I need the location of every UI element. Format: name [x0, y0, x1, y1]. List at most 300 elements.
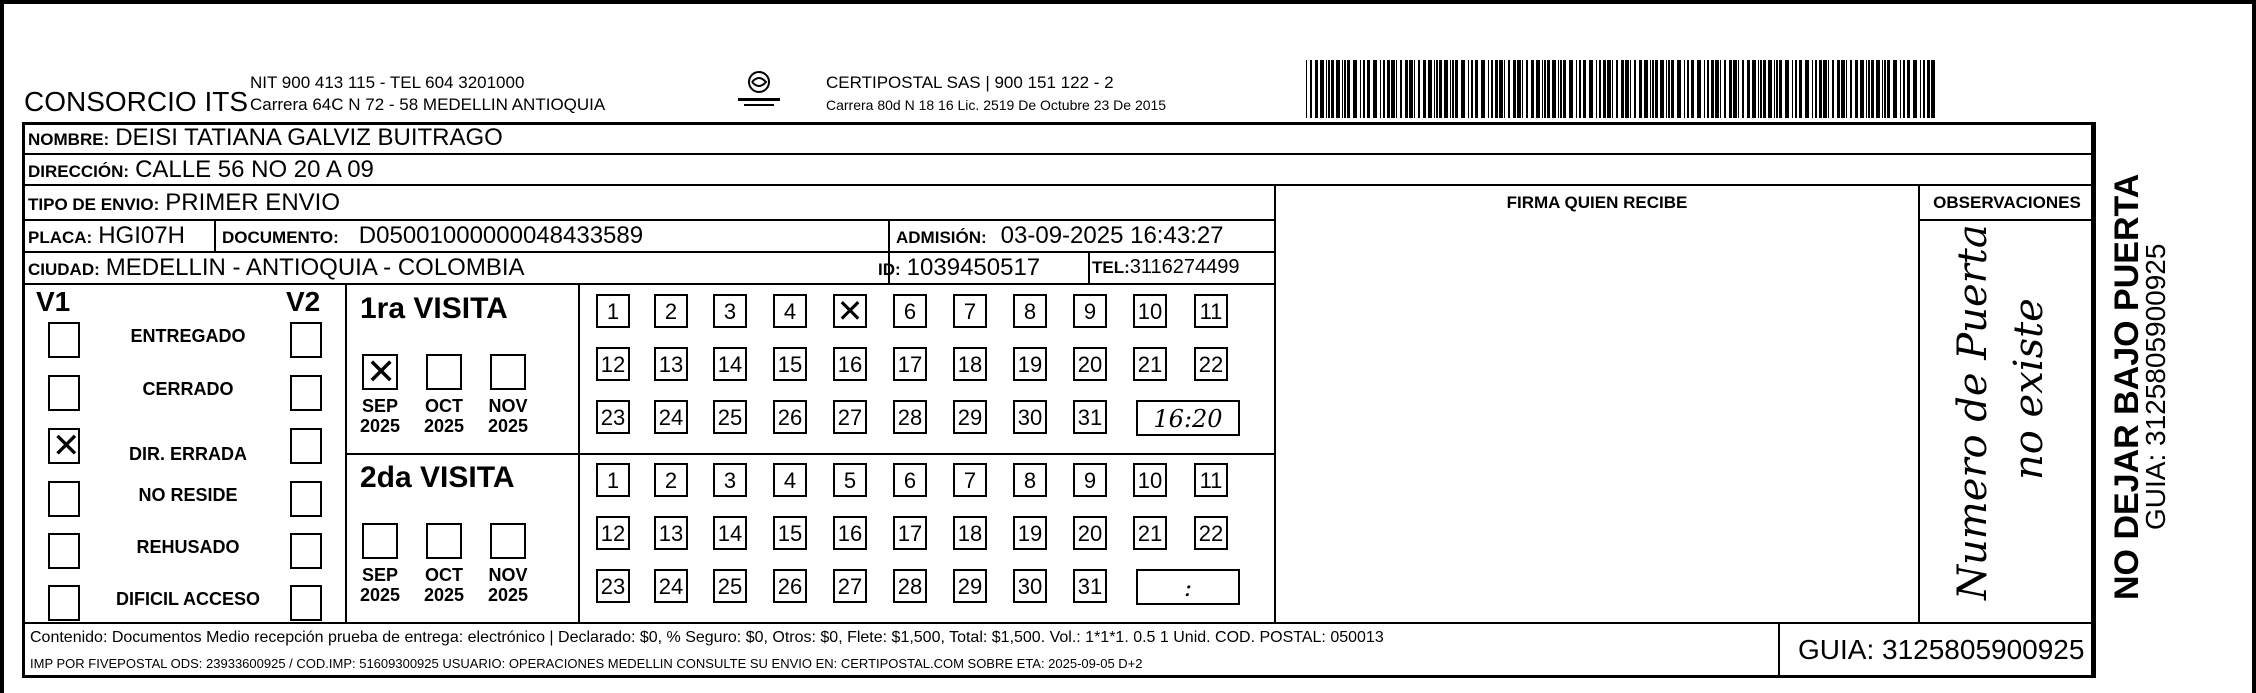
day-checkbox[interactable]: 7 — [953, 294, 987, 328]
barcode-bar — [1815, 60, 1817, 118]
direccion-label: DIRECCIÓN: — [28, 162, 130, 181]
v2-checkbox[interactable] — [290, 585, 322, 621]
day-checkbox[interactable]: 20 — [1073, 347, 1107, 381]
barcode-bar — [1414, 60, 1415, 118]
day-checkbox[interactable]: 28 — [893, 400, 927, 434]
observaciones-header: OBSERVACIONES — [1933, 193, 2081, 212]
visit-title: 2da VISITA — [360, 461, 515, 494]
barcode-bar — [1931, 60, 1935, 118]
v1-checkbox[interactable] — [48, 428, 80, 464]
day-checkbox[interactable]: 6 — [893, 463, 927, 497]
barcode-bar — [1326, 60, 1327, 118]
col-divider — [2094, 122, 2096, 678]
barcode-bar — [1677, 60, 1681, 118]
col-divider — [1274, 184, 1276, 622]
barcode-bar — [1373, 60, 1377, 118]
day-checkbox[interactable]: 16 — [833, 516, 867, 550]
day-checkbox[interactable]: 5 — [833, 463, 867, 497]
barcode-bar — [1423, 60, 1426, 118]
barcode-bar — [1697, 60, 1701, 118]
placa-value: HGI07H — [98, 222, 185, 249]
day-checkbox[interactable]: 3 — [713, 463, 747, 497]
documento-label: DOCUMENTO: — [222, 228, 339, 247]
col-divider — [1088, 251, 1090, 283]
day-checkbox[interactable]: 26 — [773, 569, 807, 603]
barcode-bar — [1711, 60, 1714, 118]
barcode-bar — [1792, 60, 1793, 118]
barcode-bar — [1603, 60, 1606, 118]
admision-label: ADMISIÓN: — [896, 228, 987, 247]
direccion-value: CALLE 56 NO 20 A 09 — [135, 156, 374, 183]
day-checkbox[interactable]: 21 — [1133, 516, 1167, 550]
status-label: ENTREGADO — [130, 326, 246, 346]
v2-checkbox[interactable] — [290, 375, 322, 411]
visit-title: 1ra VISITA — [360, 292, 508, 325]
day-checkbox[interactable]: 15 — [773, 516, 807, 550]
day-checkbox[interactable]: 20 — [1073, 516, 1107, 550]
barcode-bar — [1828, 60, 1829, 118]
tel-row — [1092, 256, 1240, 279]
day-checkbox[interactable]: 26 — [773, 400, 807, 434]
barcode-bar — [1625, 60, 1629, 118]
barcode-bar — [1900, 60, 1901, 118]
id-label: ID: — [878, 260, 901, 279]
barcode-bar — [1660, 60, 1664, 118]
v2-checkbox[interactable] — [290, 533, 322, 569]
barcode-bar — [1488, 60, 1489, 118]
day-checkbox[interactable]: 14 — [713, 347, 747, 381]
barcode-bar — [1684, 60, 1685, 118]
barcode-bar — [1866, 60, 1867, 118]
ciudad-row — [28, 254, 525, 282]
barcode-bar — [1396, 60, 1397, 118]
barcode-bar — [1729, 60, 1732, 118]
ciudad-value: MEDELLIN - ANTIOQUIA - COLOMBIA — [105, 254, 525, 281]
tel-value: 3116274499 — [1129, 256, 1240, 278]
month-year: 2025 — [423, 416, 465, 436]
visit-time[interactable]: 16:20 — [1136, 400, 1240, 436]
day-checkbox[interactable]: 13 — [654, 347, 688, 381]
month-name: OCT — [425, 565, 463, 585]
day-checkbox[interactable]: 17 — [893, 347, 927, 381]
barcode-bar — [1760, 60, 1762, 118]
month-checkbox[interactable] — [362, 523, 398, 559]
footer-contenido: Contenido: Documentos Medio recepción prueba de entrega: electrónico | Declarado: $0, % Seguro: $0, Otros: $0, Flete: $1,500, Total: $1,500. Vol.: 1*1*1. 0.5 1 Unid. COD. POSTAL: 050013 — [30, 629, 1384, 646]
footer-divider — [22, 622, 2094, 624]
barcode-bar — [1776, 60, 1778, 118]
barcode-bar — [1320, 60, 1324, 118]
day-checkbox[interactable]: 1 — [596, 463, 630, 497]
status-label: DIFICIL ACCESO — [115, 589, 260, 609]
barcode-bar — [1455, 60, 1458, 118]
day-checkbox[interactable]: 30 — [1013, 569, 1047, 603]
barcode-bar — [1468, 60, 1469, 118]
barcode-bar — [1383, 60, 1385, 118]
v2-header: V2 — [286, 286, 321, 317]
documento-value: D05001000000048433589 — [358, 222, 644, 249]
barcode-bar — [1893, 60, 1897, 118]
barcode-bar — [1579, 60, 1581, 118]
day-checkbox[interactable]: 13 — [654, 516, 688, 550]
day-checkbox[interactable]: 17 — [893, 516, 927, 550]
day-checkbox[interactable]: 25 — [713, 400, 747, 434]
barcode-bar — [1439, 60, 1442, 118]
day-checkbox[interactable]: 19 — [1013, 516, 1047, 550]
day-checkbox[interactable]: 2 — [654, 463, 688, 497]
v1-checkbox[interactable] — [48, 322, 80, 358]
month-name: OCT — [425, 396, 463, 416]
day-checkbox[interactable]: 10 — [1133, 463, 1167, 497]
barcode-bar — [1805, 60, 1809, 118]
barcode-bar — [1747, 60, 1750, 118]
id-row — [878, 254, 1040, 282]
month-label — [350, 396, 410, 436]
barcode-bar — [1758, 60, 1759, 118]
barcode-bar — [1450, 60, 1451, 118]
barcode-bar — [1630, 60, 1631, 118]
right-border — [2252, 0, 2256, 693]
v2-checkbox[interactable] — [290, 481, 322, 517]
day-checkbox[interactable]: 19 — [1013, 347, 1047, 381]
handwritten-line-2: no existe — [2006, 298, 2052, 480]
visit-time[interactable]: : — [1136, 569, 1240, 605]
day-checkbox[interactable]: 23 — [596, 400, 630, 434]
barcode-bar — [1927, 60, 1930, 118]
row-divider — [22, 184, 2094, 186]
barcode-bar — [1344, 60, 1346, 118]
barcode-bar — [1428, 60, 1432, 118]
barcode-bar — [1405, 60, 1408, 118]
barcode-bar — [1774, 60, 1775, 118]
handwritten-line-1: Numero de Puerta — [1950, 224, 1996, 600]
barcode-bar — [1542, 60, 1543, 118]
day-checkbox[interactable]: 9 — [1073, 294, 1107, 328]
day-checkbox[interactable]: 8 — [1013, 463, 1047, 497]
barcode-bar — [1707, 60, 1709, 118]
month-checkbox[interactable] — [490, 523, 526, 559]
day-checkbox[interactable]: 31 — [1073, 569, 1107, 603]
barcode-bar — [1795, 60, 1797, 118]
col-divider — [1778, 622, 1780, 678]
status-label: REHUSADO — [136, 537, 240, 557]
side-warning: NO DEJAR BAJO PUERTA — [2108, 173, 2146, 600]
barcode-bar — [1391, 60, 1395, 118]
day-checkbox[interactable]: 24 — [654, 400, 688, 434]
day-checkbox[interactable]: 4 — [773, 294, 807, 328]
barcode-bar — [1513, 60, 1516, 118]
tipo-label: TIPO DE ENVIO: — [28, 195, 160, 214]
nombre-value: DEISI TATIANA GALVIZ BUITRAGO — [115, 124, 503, 151]
day-checkbox[interactable]: 29 — [953, 569, 987, 603]
barcode-bar — [1841, 60, 1845, 118]
barcode-bar — [1799, 60, 1802, 118]
v1-checkbox[interactable] — [48, 585, 80, 621]
month-label — [350, 565, 410, 605]
barcode-bar — [1812, 60, 1813, 118]
barcode-bar — [1434, 60, 1435, 118]
barcode-bar — [1923, 60, 1925, 118]
barcode-bar — [1850, 60, 1852, 118]
footer-imp: IMP POR FIVEPOSTAL ODS: 23933600925 / COD.IMP: 51609300925 USUARIO: OPERACIONES MEDELLIN CONSULTE SU ENVIO EN: CERTIPOSTAL.COM SOBRE ETA: 2025-09-05 D+2 — [30, 656, 1143, 671]
barcode-bar — [1704, 60, 1705, 118]
barcode-bar — [1634, 60, 1636, 118]
day-checkbox[interactable]: 18 — [953, 347, 987, 381]
day-checkbox[interactable]: 11 — [1194, 294, 1228, 328]
day-checkbox[interactable]: 24 — [654, 569, 688, 603]
barcode-bar — [1876, 60, 1880, 118]
day-checkbox[interactable]: 7 — [953, 463, 987, 497]
barcode-bar — [1400, 60, 1402, 118]
placa-row — [28, 222, 185, 250]
status-label: NO RESIDE — [138, 485, 238, 505]
month-year: 2025 — [487, 416, 529, 436]
day-checkbox[interactable]: 18 — [953, 516, 987, 550]
barcode-bar — [1499, 60, 1503, 118]
barcode-bar — [1652, 60, 1654, 118]
barcode-bar — [1508, 60, 1510, 118]
v1-checkbox[interactable] — [48, 375, 80, 411]
barcode-bar — [1563, 60, 1566, 118]
barcode-bar — [1837, 60, 1840, 118]
barcode-bar — [1920, 60, 1921, 118]
day-checkbox[interactable]: 30 — [1013, 400, 1047, 434]
barcode-bar — [1868, 60, 1870, 118]
barcode-bar — [1715, 60, 1719, 118]
day-checkbox[interactable]: 6 — [893, 294, 927, 328]
barcode-bar — [1315, 60, 1318, 118]
barcode-bar — [1691, 60, 1694, 118]
barcode-bar — [1491, 60, 1493, 118]
barcode-bar — [1612, 60, 1613, 118]
row-divider — [22, 219, 1276, 221]
id-value: 1039450517 — [906, 254, 1041, 281]
v2-checkbox[interactable] — [290, 428, 322, 464]
top-border — [0, 0, 2256, 4]
day-checkbox[interactable]: 1 — [596, 294, 630, 328]
footer-guia: GUIA: 3125805900925 — [1798, 634, 2085, 665]
barcode-bar — [1387, 60, 1390, 118]
day-checkbox[interactable]: 22 — [1194, 516, 1228, 550]
firma-header: FIRMA QUIEN RECIBE — [1506, 193, 1688, 212]
barcode-bar — [1860, 60, 1864, 118]
documento-row — [222, 222, 643, 250]
barcode-bar — [1733, 60, 1737, 118]
day-checkbox[interactable] — [833, 294, 867, 328]
status-label: CERRADO — [142, 379, 234, 399]
barcode-bar — [1666, 60, 1667, 118]
barcode-bar — [1779, 60, 1782, 118]
ciudad-label: CIUDAD: — [28, 260, 100, 279]
barcode-bar — [1504, 60, 1505, 118]
day-checkbox[interactable]: 27 — [833, 569, 867, 603]
day-checkbox[interactable]: 8 — [1013, 294, 1047, 328]
day-checkbox[interactable]: 4 — [773, 463, 807, 497]
v1-checkbox[interactable] — [48, 533, 80, 569]
barcode-bar — [1331, 60, 1334, 118]
barcode-bar — [1336, 60, 1340, 118]
barcode-bar — [1380, 60, 1381, 118]
day-checkbox[interactable]: 23 — [596, 569, 630, 603]
barcode-bar — [1724, 60, 1726, 118]
barcode-bar — [1621, 60, 1624, 118]
barcode-bar — [1536, 60, 1540, 118]
direccion-row — [28, 156, 374, 184]
month-checkbox[interactable] — [426, 354, 462, 390]
left-border — [0, 0, 4, 693]
status-label: DIR. ERRADA — [128, 444, 247, 464]
col-divider — [214, 219, 216, 251]
company-info — [250, 72, 605, 116]
barcode-bar — [1306, 60, 1307, 118]
month-label — [478, 396, 538, 436]
barcode-bar — [1560, 60, 1562, 118]
barcode-bar — [1481, 60, 1485, 118]
barcode-bar — [1655, 60, 1658, 118]
barcode-bar — [1444, 60, 1448, 118]
month-checkbox[interactable] — [426, 523, 462, 559]
barcode-bar — [1616, 60, 1618, 118]
day-checkbox[interactable]: 12 — [596, 516, 630, 550]
barcode-bar — [1353, 60, 1357, 118]
nit-line: NIT 900 413 115 - TEL 604 3201000 — [250, 73, 525, 92]
barcode-bar — [1785, 60, 1789, 118]
barcode-bar — [1644, 60, 1648, 118]
side-guia: GUIA: 3125805900925 — [2140, 243, 2171, 530]
barcode-bar — [1436, 60, 1438, 118]
day-checkbox[interactable]: 29 — [953, 400, 987, 434]
day-checkbox[interactable]: 28 — [893, 569, 927, 603]
day-checkbox[interactable]: 27 — [833, 400, 867, 434]
placa-label: PLACA: — [28, 228, 93, 247]
barcode-bar — [1903, 60, 1905, 118]
month-year: 2025 — [359, 416, 401, 436]
certipostal-info — [826, 72, 1166, 116]
day-checkbox[interactable]: 9 — [1073, 463, 1107, 497]
barcode-bar — [1409, 60, 1413, 118]
barcode-bar — [1668, 60, 1670, 118]
month-label — [414, 565, 474, 605]
month-checkbox[interactable] — [490, 354, 526, 390]
day-checkbox[interactable]: 22 — [1194, 347, 1228, 381]
barcode-bar — [1907, 60, 1910, 118]
v1-header: V1 — [36, 286, 71, 317]
barcode-bar — [1310, 60, 1312, 118]
day-checkbox[interactable]: 10 — [1133, 294, 1167, 328]
row-divider — [1918, 219, 2094, 221]
v1-checkbox[interactable] — [48, 481, 80, 517]
barcode-bar — [1846, 60, 1847, 118]
barcode-bar — [1418, 60, 1420, 118]
barcode-bar — [1738, 60, 1739, 118]
nombre-label: NOMBRE: — [28, 130, 110, 149]
day-checkbox[interactable]: 2 — [654, 294, 688, 328]
day-checkbox[interactable]: 31 — [1073, 400, 1107, 434]
day-checkbox[interactable]: 12 — [596, 347, 630, 381]
barcode-bar — [1552, 60, 1556, 118]
day-checkbox[interactable]: 15 — [773, 347, 807, 381]
admision-value: 03-09-2025 16:43:27 — [1000, 222, 1224, 249]
barcode-bar — [1887, 60, 1890, 118]
company-name: CONSORCIO ITS — [24, 86, 249, 117]
month-year: 2025 — [423, 585, 465, 605]
barcode-bar — [1671, 60, 1674, 118]
barcode-bar — [1347, 60, 1350, 118]
barcode-bar — [1475, 60, 1478, 118]
day-checkbox[interactable]: 3 — [713, 294, 747, 328]
month-checkbox[interactable] — [362, 354, 398, 390]
barcode-bar — [1522, 60, 1523, 118]
barcode-bar — [1547, 60, 1550, 118]
barcode-bar — [1742, 60, 1744, 118]
day-checkbox[interactable]: 14 — [713, 516, 747, 550]
certi-sub: Carrera 80d N 18 16 Lic. 2519 De Octubre 23 De 2015 — [826, 97, 1167, 113]
col-divider — [578, 283, 580, 622]
barcode-bar — [1823, 60, 1827, 118]
barcode-bar — [1913, 60, 1917, 118]
barcode-bar — [1517, 60, 1521, 118]
month-year: 2025 — [359, 585, 401, 605]
barcode-bar — [1328, 60, 1330, 118]
barcode-bar — [1819, 60, 1822, 118]
barcode-bar — [1855, 60, 1858, 118]
address-line: Carrera 64C N 72 - 58 MEDELLIN ANTIOQUIA — [250, 95, 606, 114]
barcode-bar — [1360, 60, 1361, 118]
col-divider — [345, 283, 347, 622]
barcode-bar — [1367, 60, 1370, 118]
barcode-bar — [1752, 60, 1756, 118]
month-label — [414, 396, 474, 436]
day-checkbox[interactable]: 21 — [1133, 347, 1167, 381]
admision-row — [896, 222, 1224, 250]
month-name: NOV — [488, 565, 528, 585]
barcode-bar — [1832, 60, 1834, 118]
barcode-bar — [1526, 60, 1528, 118]
barcode-bar — [1363, 60, 1365, 118]
barcode-bar — [1599, 60, 1601, 118]
barcode-bar — [1583, 60, 1586, 118]
row-divider — [22, 153, 2094, 155]
barcode-bar — [1768, 60, 1772, 118]
barcode-bar — [1589, 60, 1593, 118]
nombre-row — [28, 124, 503, 152]
month-name: NOV — [488, 396, 528, 416]
visit-divider — [345, 453, 1276, 455]
v2-checkbox[interactable] — [290, 322, 322, 358]
barcode-bar — [1544, 60, 1546, 118]
barcode-bar — [1495, 60, 1498, 118]
barcode-bar — [1461, 60, 1465, 118]
barcode-bar — [1607, 60, 1611, 118]
barcode-bar — [1882, 60, 1883, 118]
day-checkbox[interactable]: 11 — [1194, 463, 1228, 497]
barcode-bar — [1687, 60, 1689, 118]
month-name: SEP — [361, 565, 399, 585]
barcode-bar — [1471, 60, 1473, 118]
barcode-bar — [1558, 60, 1559, 118]
month-name: SEP — [361, 396, 399, 416]
barcode-bar — [1871, 60, 1874, 118]
barcode-bar — [1569, 60, 1573, 118]
barcode-bar — [1650, 60, 1651, 118]
barcode-bar — [1763, 60, 1766, 118]
tipo-row — [28, 189, 340, 217]
month-year: 2025 — [487, 585, 529, 605]
certipostal-logo-icon — [734, 68, 784, 112]
day-checkbox[interactable]: 25 — [713, 569, 747, 603]
day-checkbox[interactable]: 16 — [833, 347, 867, 381]
certi-line: CERTIPOSTAL SAS | 900 151 122 - 2 — [826, 73, 1114, 92]
barcode-icon — [1306, 60, 1940, 118]
